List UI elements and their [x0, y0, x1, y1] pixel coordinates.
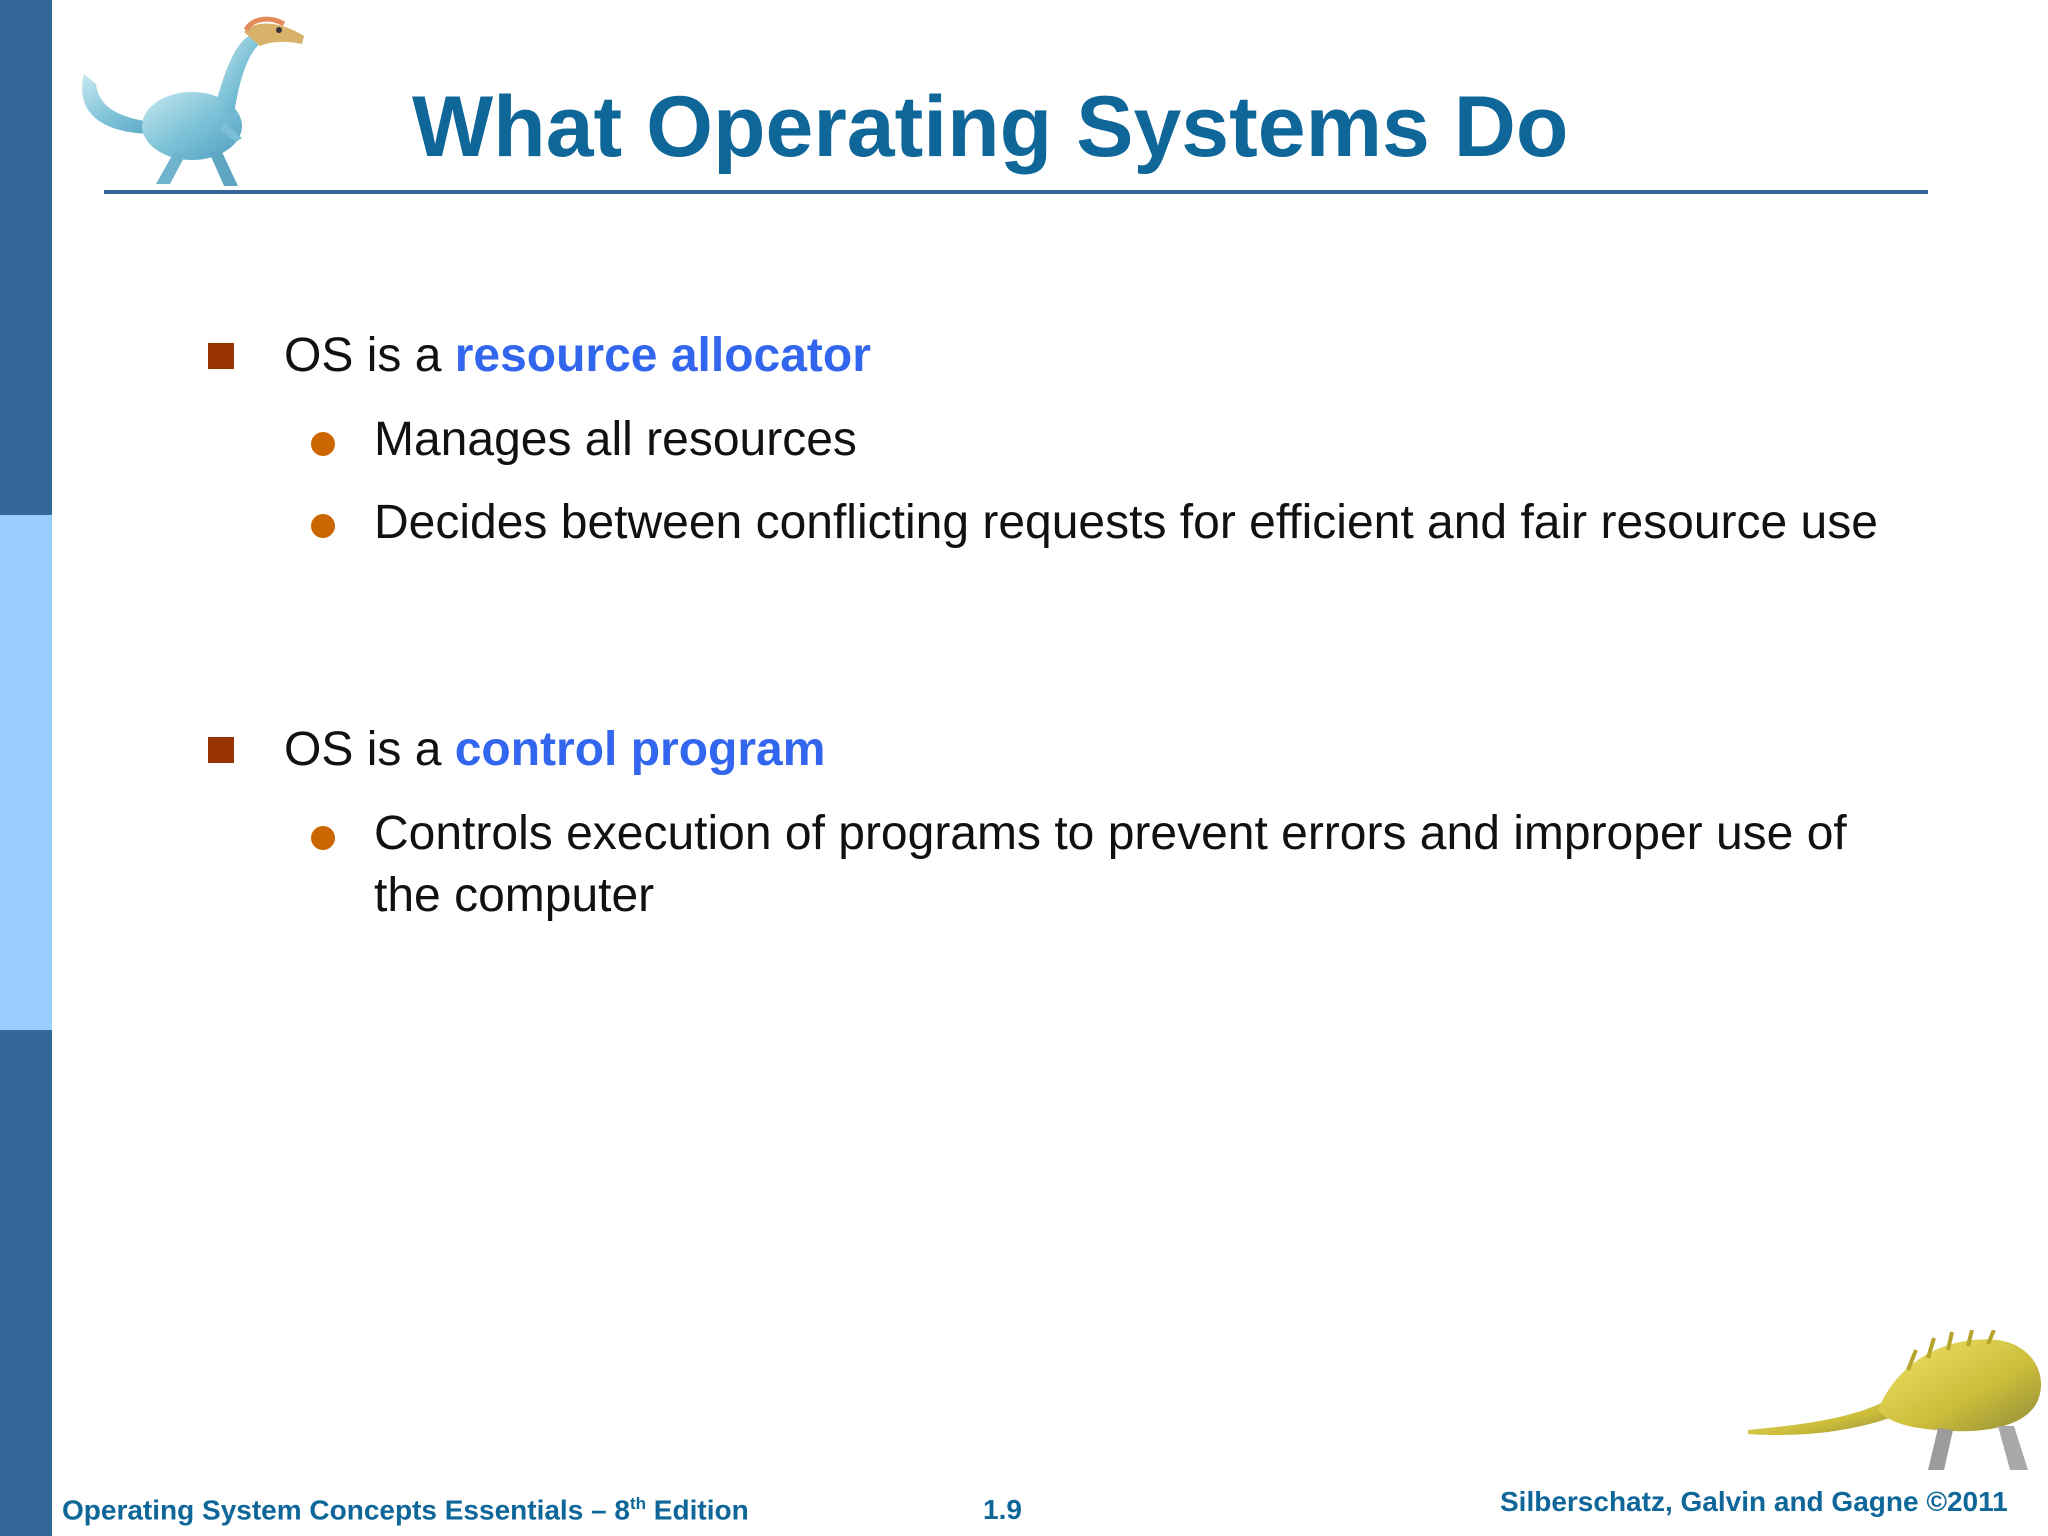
subitem: Decides between conflicting requests for efficient and fair resource use: [374, 496, 1878, 549]
bullet-control-program: [284, 722, 825, 777]
page-title: What Operating Systems Do: [412, 79, 1569, 175]
highlight-term: resource allocator: [454, 329, 871, 382]
footer-book-title: [62, 1494, 749, 1526]
dinosaur-icon: [74, 14, 314, 194]
sidebar-top-band: [0, 0, 52, 515]
footer-book-prefix: Operating System Concepts Essentials – 8: [62, 1494, 630, 1526]
footer-book-suffix: Edition: [646, 1494, 749, 1526]
subitem: Manages all resources: [374, 413, 857, 466]
bullet-resource-allocator: [284, 328, 871, 383]
footer-copyright: Silberschatz, Galvin and Gagne ©2011: [1500, 1486, 2008, 1517]
sidebar-bottom-band: [0, 1030, 52, 1536]
bullet-prefix: OS is a: [284, 329, 455, 382]
round-bullet-icon: [311, 514, 335, 538]
subitem: Controls execution of programs to prevent errors and improper use of the computer: [374, 807, 1847, 922]
sidebar-middle-band: [0, 515, 52, 1030]
bullet-prefix: OS is a: [284, 723, 455, 776]
footer-book-superscript: th: [629, 1494, 647, 1513]
square-bullet-icon: [208, 343, 234, 369]
title-divider: [104, 190, 1928, 194]
round-bullet-icon: [311, 432, 335, 456]
footer-page-number: 1.9: [983, 1494, 1022, 1525]
square-bullet-icon: [208, 737, 234, 763]
highlight-term: control program: [454, 723, 826, 776]
dinosaur-icon: [1748, 1330, 2048, 1480]
round-bullet-icon: [311, 826, 335, 850]
